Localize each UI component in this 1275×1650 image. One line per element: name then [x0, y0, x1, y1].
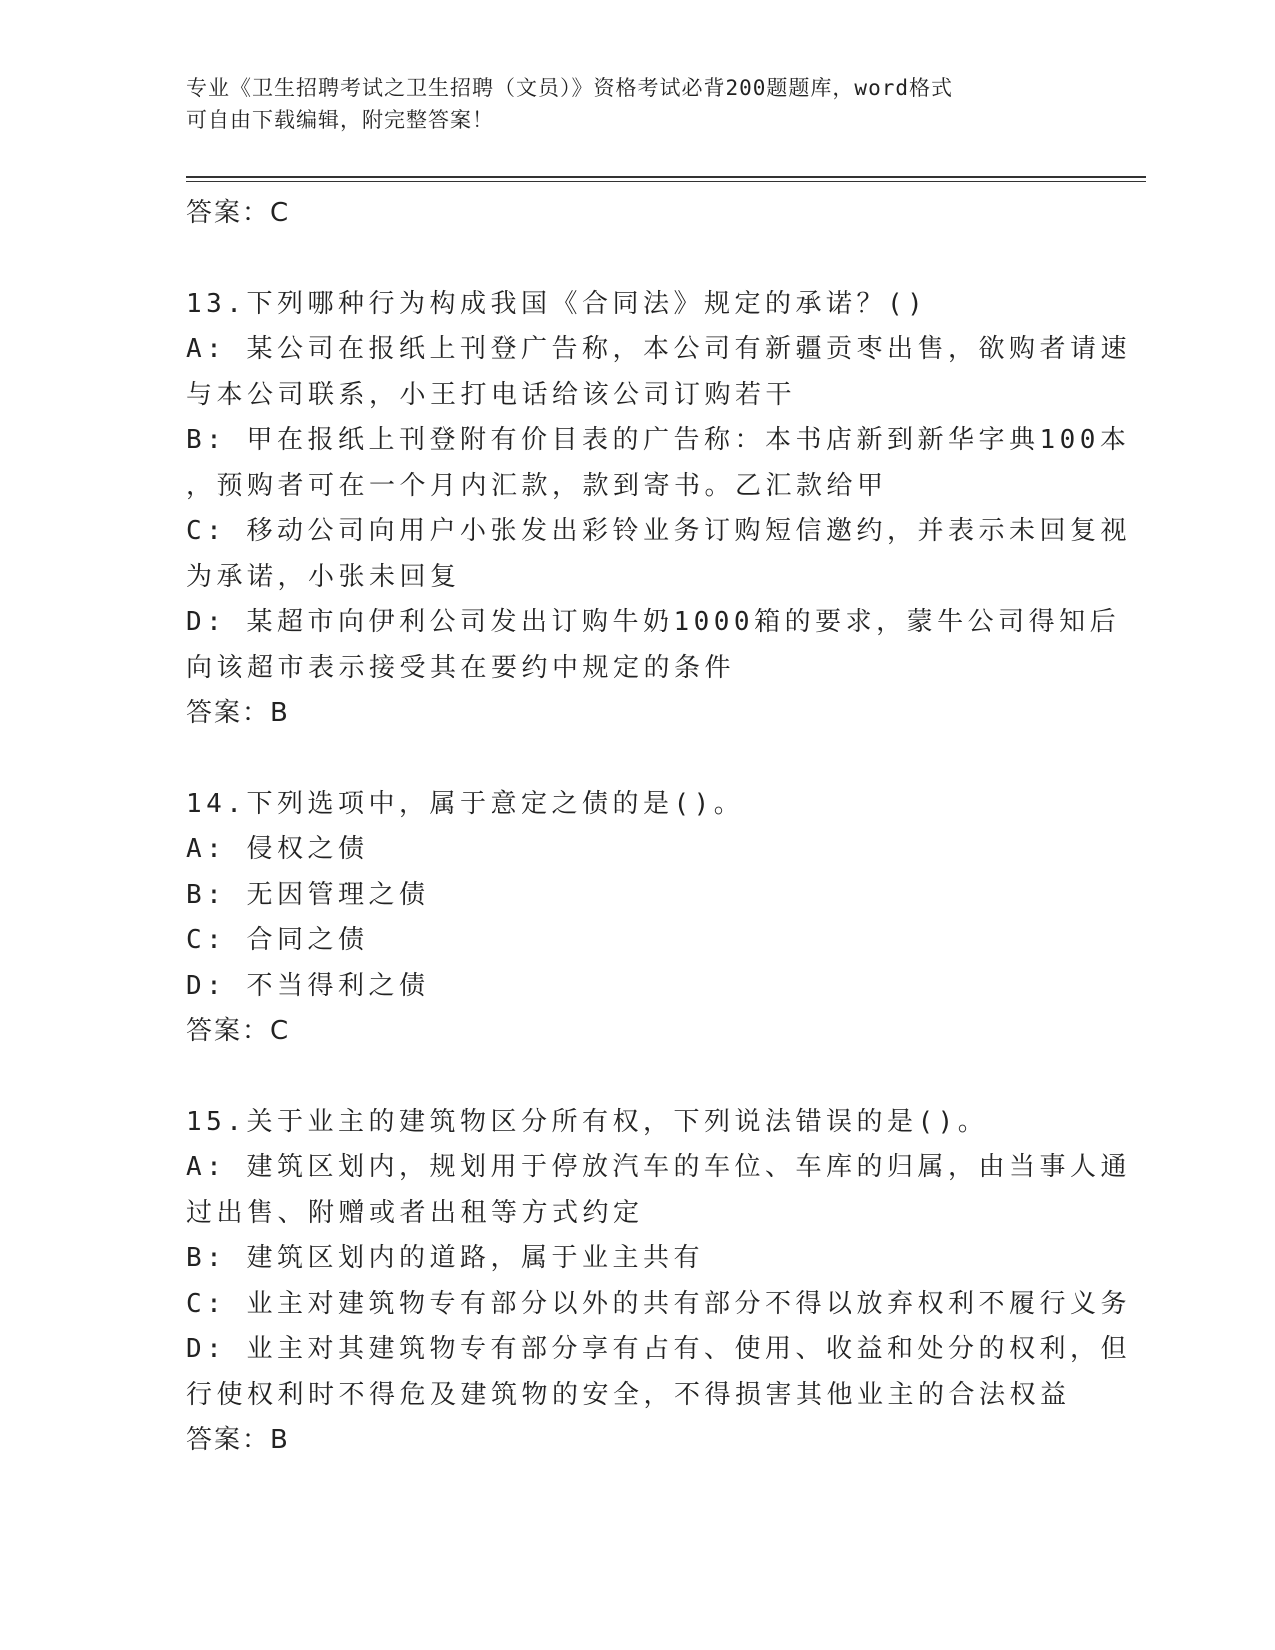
question-15-option-b: B: 建筑区划内的道路，属于业主共有 [186, 1243, 704, 1273]
question-15-stem: 15.关于业主的建筑物区分所有权，下列说法错误的是()。 [186, 1106, 989, 1137]
question-14 [186, 782, 1086, 1055]
question-13 [186, 282, 1131, 737]
question-14-answer: 答案：C [186, 1016, 291, 1046]
question-15-option-a-cont: 过出售、附赠或者出租等方式约定 [186, 1197, 644, 1228]
question-spacer [186, 1055, 1086, 1100]
question-14-stem: 14.下列选项中，属于意定之债的是()。 [186, 788, 745, 819]
question-13-option-b: B: 甲在报纸上刊登附有价目表的广告称：本书店新到新华字典100本 [186, 425, 1131, 455]
question-13-stem: 13.下列哪种行为构成我国《合同法》规定的承诺？() [186, 288, 928, 319]
answer-line: 答案：C [186, 198, 291, 228]
question-14-option-b: B: 无因管理之债 [186, 879, 430, 910]
question-content [186, 191, 1131, 1464]
question-13-option-b-cont: ，预购者可在一个月内汇款，款到寄书。乙汇款给甲 [186, 470, 888, 501]
header-line-1: 专业《卫生招聘考试之卫生招聘（文员）》资格考试必背200题题库，word格式 [186, 76, 953, 100]
page-header [186, 72, 1066, 136]
question-13-option-d: D: 某超市向伊利公司发出订购牛奶1000箱的要求，蒙牛公司得知后 [186, 607, 1121, 637]
question-15-option-d-cont: 行使权利时不得危及建筑物的安全，不得损害其他业主的合法权益 [186, 1379, 1071, 1410]
header-line-2: 可自由下载编辑，附完整答案！ [186, 108, 494, 132]
question-15-option-d: D: 业主对其建筑物专有部分享有占有、使用、收益和处分的权利，但 [186, 1334, 1131, 1364]
header-divider [186, 176, 1146, 182]
question-13-option-c-cont: 为承诺，小张未回复 [186, 561, 461, 592]
question-13-option-c: C: 移动公司向用户小张发出彩铃业务订购短信邀约，并表示未回复视 [186, 516, 1131, 546]
question-13-option-a-cont: 与本公司联系，小王打电话给该公司订购若干 [186, 379, 797, 410]
question-spacer [186, 737, 1086, 782]
question-15 [186, 1100, 1131, 1464]
question-15-answer: 答案：B [186, 1425, 290, 1455]
question-spacer [186, 237, 1086, 282]
question-13-answer: 答案：B [186, 698, 290, 728]
question-14-option-c: C: 合同之债 [186, 925, 369, 955]
question-13-option-d-cont: 向该超市表示接受其在要约中规定的条件 [186, 652, 736, 683]
question-13-option-a: A: 某公司在报纸上刊登广告称，本公司有新疆贡枣出售，欲购者请速 [186, 334, 1131, 364]
question-15-option-c: C: 业主对建筑物专有部分以外的共有部分不得以放弃权利不履行义务 [186, 1288, 1131, 1319]
question-14-option-d: D: 不当得利之债 [186, 970, 430, 1001]
question-15-option-a: A: 建筑区划内，规划用于停放汽车的车位、车库的归属，由当事人通 [186, 1152, 1131, 1182]
question-14-option-a: A: 侵权之债 [186, 834, 369, 864]
